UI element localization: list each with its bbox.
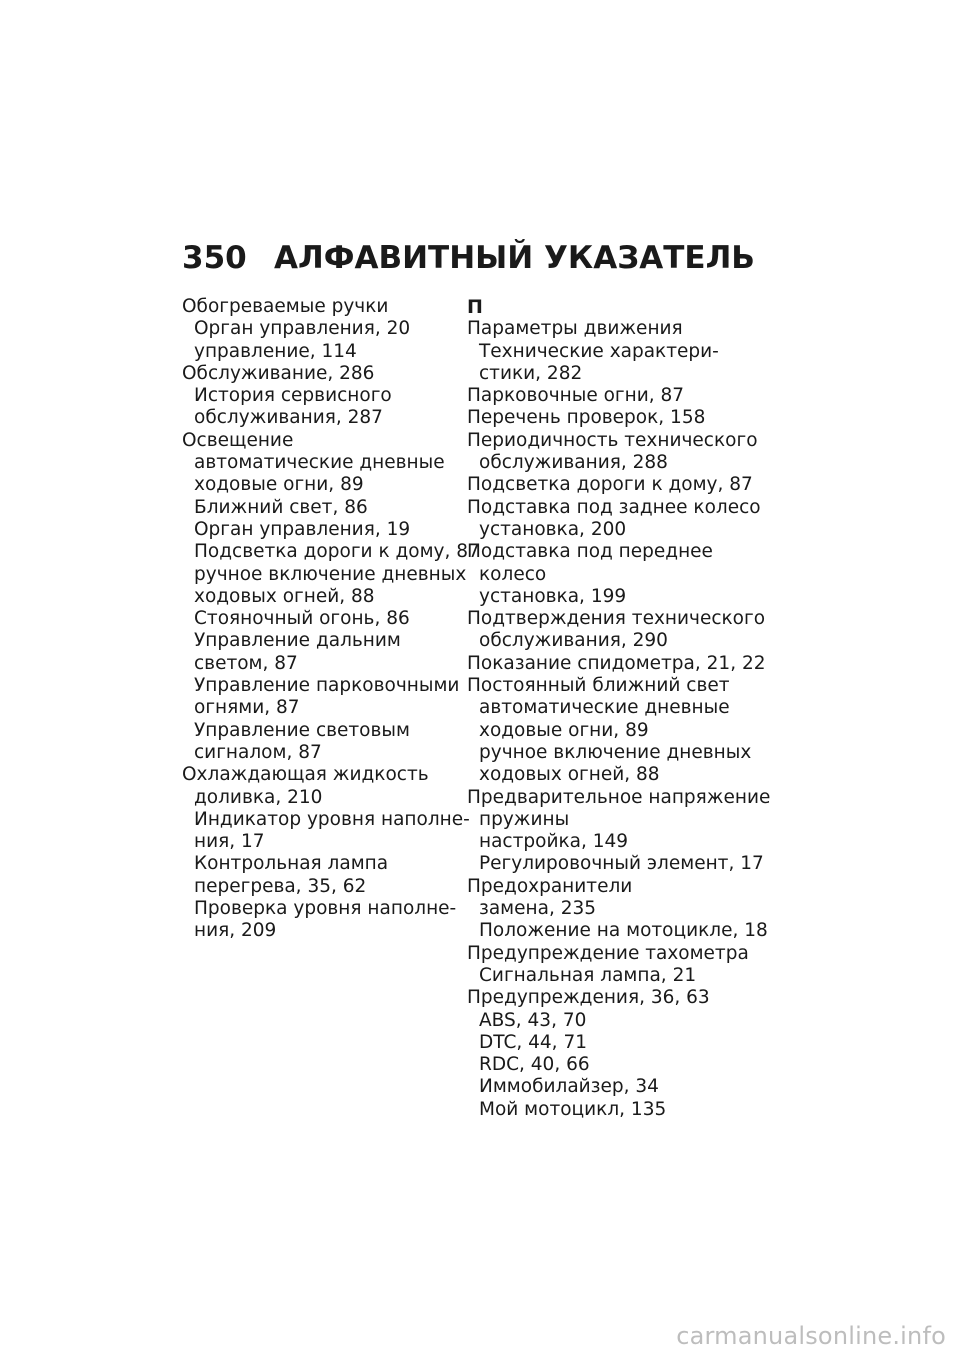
index-entry: Предупреждения, 36, 63 [467, 987, 710, 1009]
index-subentry: Индикатор уровня наполне- [194, 808, 470, 830]
index-entry: Обслуживание, 286 [182, 362, 375, 384]
index-subentry: ABS, 43, 70 [479, 1009, 587, 1031]
page-title: АЛФАВИТНЫЙ УКАЗАТЕЛЬ [274, 240, 755, 276]
index-subentry: обслуживания, 290 [479, 630, 668, 652]
index-entry: Параметры движения [467, 318, 683, 340]
index-entry: Парковочные огни, 87 [467, 385, 685, 407]
index-subentry: огнями, 87 [194, 697, 300, 719]
index-subentry: Управление парковочными [194, 675, 460, 697]
index-entry: Показание спидометра, 21, 22 [467, 652, 766, 674]
index-subentry: Мой мотоцикл, 135 [479, 1098, 667, 1120]
index-entry: Предупреждение тахометра [467, 942, 749, 964]
index-subentry: перегрева, 35, 62 [194, 875, 367, 897]
index-subentry: доливка, 210 [194, 786, 323, 808]
index-subentry: Управление дальним [194, 630, 401, 652]
index-subentry: Проверка уровня наполне- [194, 898, 457, 920]
index-subentry: автоматические дневные [479, 697, 730, 719]
index-subentry: Ближний свет, 86 [194, 496, 368, 518]
index-entry: Предварительное напряжение [467, 786, 771, 808]
index-subentry: светом, 87 [194, 652, 298, 674]
page-number: 350 [182, 240, 247, 276]
index-subentry: пружины [479, 808, 570, 830]
index-subentry: Подсветка дороги к дому, 87 [194, 541, 480, 563]
index-entry: Обогреваемые ручки [182, 296, 389, 317]
index-column-right [467, 296, 771, 1121]
watermark-text: carmanualsonline.info [676, 1322, 946, 1350]
index-subentry: ходовых огней, 88 [479, 764, 660, 786]
index-subentry: ходовые огни, 89 [194, 474, 364, 496]
page-header [182, 240, 755, 284]
index-entry: Предохранители [467, 875, 633, 897]
index-subentry: замена, 235 [479, 898, 597, 920]
index-subentry: управление, 114 [194, 340, 357, 362]
index-entry: Подставка под переднее [467, 541, 713, 563]
index-subentry: ручное включение дневных [194, 563, 467, 585]
index-subentry: RDC, 40, 66 [479, 1054, 590, 1076]
index-subentry: установка, 199 [479, 585, 627, 607]
index-subentry: ходовых огней, 88 [194, 585, 375, 607]
index-subentry: ручное включение дневных [479, 741, 752, 763]
index-subentry: Сигнальная лампа, 21 [479, 964, 697, 986]
index-subentry: История сервисного [194, 385, 392, 407]
index-entry: Подтверждения технического [467, 608, 766, 630]
index-subentry: настройка, 149 [479, 831, 629, 853]
index-subentry: DTC, 44, 71 [479, 1031, 587, 1053]
index-entry: Периодичность технического [467, 429, 758, 451]
index-subentry: колесо [479, 563, 547, 585]
index-subentry: автоматические дневные [194, 452, 445, 474]
index-subentry: Иммобилайзер, 34 [479, 1076, 659, 1098]
index-entry: Постоянный ближний свет [467, 675, 730, 697]
index-subentry: Технические характери- [479, 340, 719, 362]
index-subentry: Регулировочный элемент, 17 [479, 853, 764, 875]
index-subentry: Контрольная лампа [194, 853, 389, 875]
index-subentry: Стояночный огонь, 86 [194, 608, 410, 630]
index-column-left [182, 296, 480, 943]
index-subentry: Положение на мотоцикле, 18 [479, 920, 768, 942]
index-entry: Подсветка дороги к дому, 87 [467, 474, 753, 496]
index-subentry: ния, 209 [194, 920, 277, 942]
index-subentry: ходовые огни, 89 [479, 719, 649, 741]
index-subentry: обслуживания, 288 [479, 452, 668, 474]
index-subentry: установка, 200 [479, 518, 627, 540]
index-entry: Освещение [182, 429, 294, 451]
index-subentry: сигналом, 87 [194, 741, 322, 763]
index-entry: Охлаждающая жидкость [182, 764, 429, 786]
index-entry: Подставка под заднее колесо [467, 496, 761, 518]
index-subentry: ния, 17 [194, 831, 265, 853]
index-entry: Перечень проверок, 158 [467, 407, 706, 429]
index-subentry: Орган управления, 20 [194, 318, 411, 340]
index-subentry: стики, 282 [479, 362, 583, 384]
index-subentry: Управление световым [194, 719, 410, 741]
index-subentry: обслуживания, 287 [194, 407, 383, 429]
index-subentry: Орган управления, 19 [194, 518, 411, 540]
index-section-letter: П [467, 296, 483, 318]
